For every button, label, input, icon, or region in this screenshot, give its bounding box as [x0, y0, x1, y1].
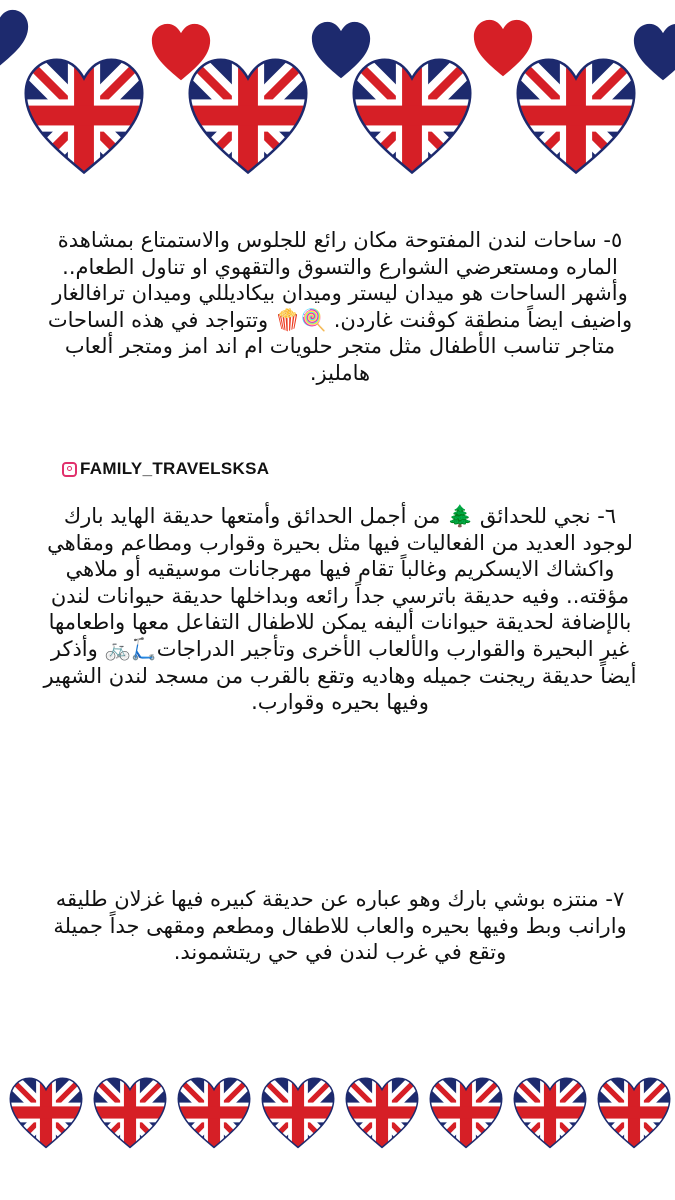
- union-jack-heart-icon: [344, 50, 480, 186]
- top-heart-row: [0, 0, 675, 200]
- union-jack-heart-icon: [256, 1072, 340, 1156]
- union-jack-heart-icon: [592, 1072, 675, 1156]
- union-jack-heart-icon: [4, 1072, 88, 1156]
- union-jack-heart-icon: [172, 1072, 256, 1156]
- watermark-handle: [62, 458, 269, 480]
- navy-heart-icon: [0, 10, 28, 66]
- union-jack-heart-icon: [508, 1072, 592, 1156]
- paragraph-squares: ٥- ساحات لندن المفتوحة مكان رائع للجلوس والاستمتاع بمشاهدة الماره ومستعرضي الشوارع والتسوق والتقهوي او تناول الطعام.. وأشهر الساحات هو ميدان ليستر وميدان بيكاديللي وميدان ترافالغار واضيف ايضاً منطقة كوڤنت غاردن. 🍭🍿 وتتواجد في هذه الساحات متاجر تناسب الأطفال مثل متجر حلويات ام اند امز ومتجر ألعاب هامليز.: [47, 228, 633, 385]
- paragraph-parks: ٦- نجي للحدائق 🌲 من أجمل الحدائق وأمتعها حديقة الهايد بارك لوجود العديد من الفعاليات فيها مثل بحيرة وقوارب ومطاعم ومقاهي واكشاك الايسكريم وغالباً تقام فيها مهرجانات موسيقيه أو ملاهي مؤقته.. وفيه حديقة باترسي جداً رائعه وبداخلها حديقة حيوانات لندن بالإضافة لحديقة حيوانات أليفه يمكن للاطفال التفاعل معها واطعامها غير البحيرة والقوارب والألعاب الأخرى وتأجير الدراجات🛴🚲 وأذكر أيضاً حديقة ريجنت جميله وهاديه وتقع بالقرب من مسجد لندن الشهير وفيها بحيره وقوارب.: [43, 504, 637, 715]
- red-heart-icon: [474, 20, 532, 76]
- watermark-text: FAMILY_TRAVELSKSA: [80, 459, 270, 478]
- union-jack-heart-icon: [508, 50, 644, 186]
- bottom-heart-row: [0, 1068, 675, 1158]
- union-jack-heart-icon: [88, 1072, 172, 1156]
- union-jack-heart-icon: [340, 1072, 424, 1156]
- instagram-icon: [62, 462, 77, 477]
- union-jack-heart-icon: [16, 50, 152, 186]
- navy-heart-icon: [634, 24, 675, 80]
- paragraph-bushy-park: ٧- منتزه بوشي بارك وهو عباره عن حديقة كبيره فيها غزلان طليقه وارانب وبط وفيها بحيره والعاب للاطفال ومطعم ومقهى جداً جميلة وتقع في غرب لندن في حي ريتشموند.: [53, 887, 627, 965]
- union-jack-heart-icon: [424, 1072, 508, 1156]
- union-jack-heart-icon: [180, 50, 316, 186]
